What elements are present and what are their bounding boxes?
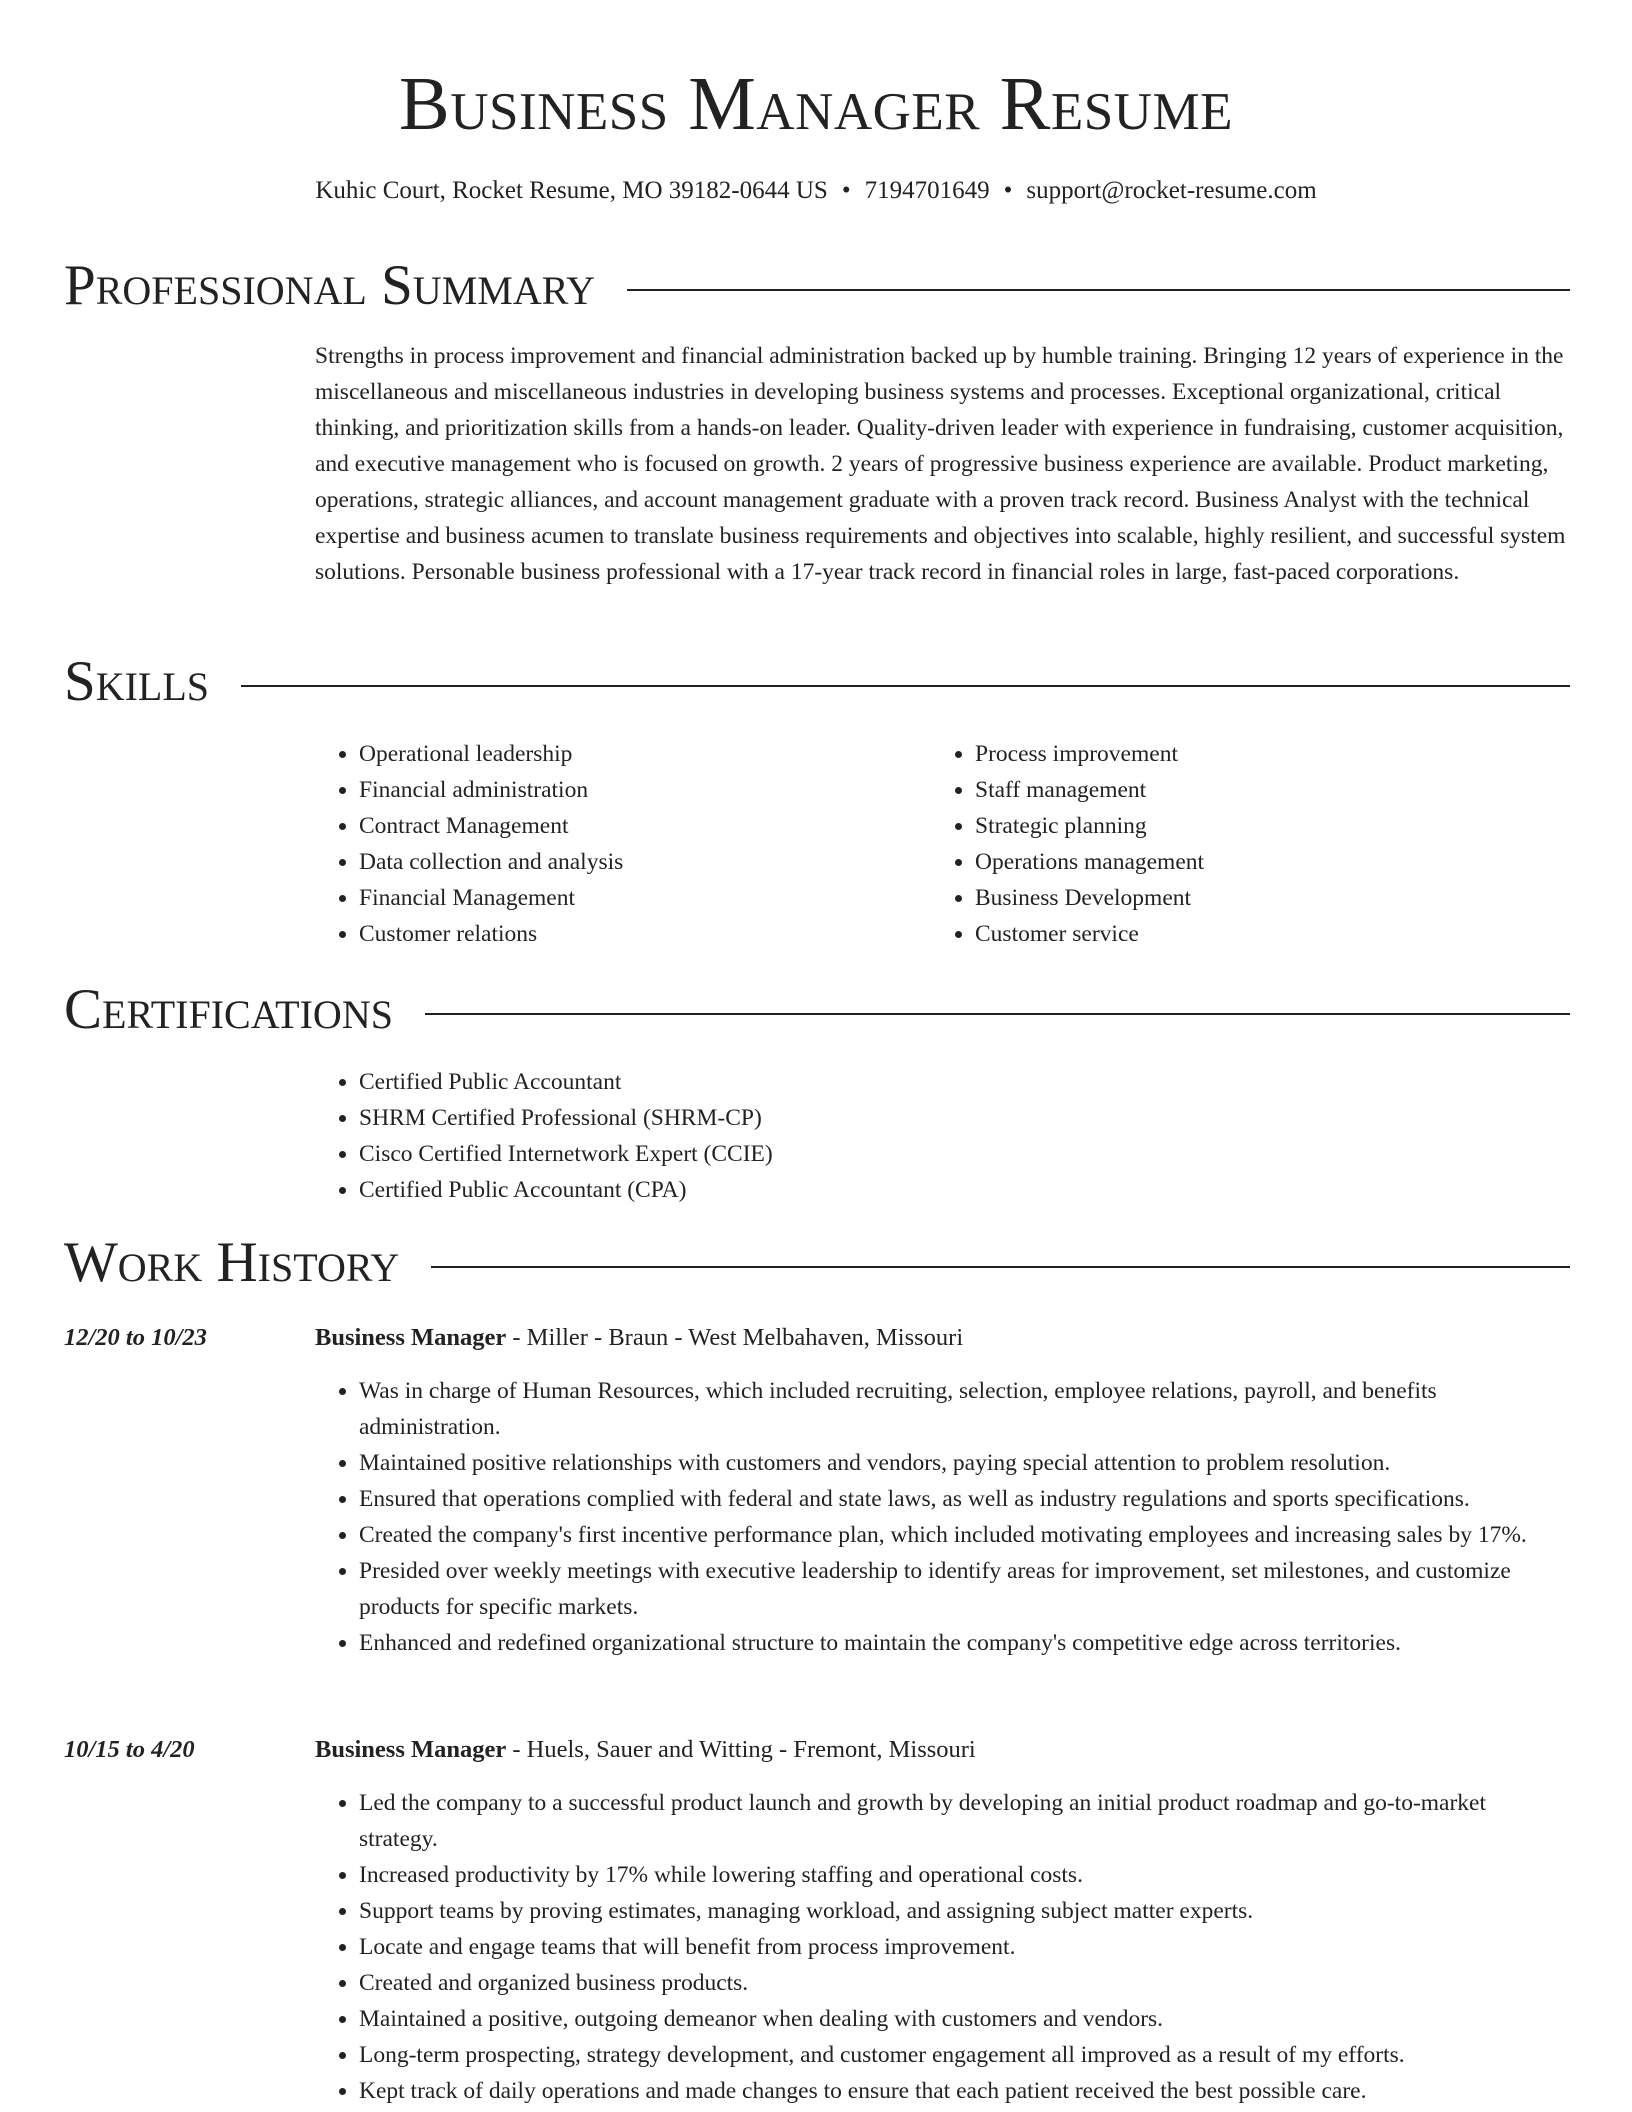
contact-separator: • bbox=[841, 177, 851, 204]
job-company-location: - Miller - Braun - West Melbahaven, Missouri bbox=[506, 1324, 964, 1351]
section-title-work-history: Work History bbox=[64, 1231, 400, 1294]
responsibility-item: • Long-term prospecting, strategy development, and customer engagement all improved as a result of my efforts. bbox=[359, 2037, 1570, 2073]
section-title-summary: Professional Summary bbox=[64, 254, 596, 317]
skill-item: • Financial administration bbox=[359, 772, 915, 808]
skill-item: • Customer service bbox=[975, 916, 1531, 952]
document-title: Business Manager Resume bbox=[399, 62, 1233, 146]
section-divider bbox=[241, 685, 1570, 687]
responsibility-item: • Created and organized business products. bbox=[359, 1965, 1570, 2001]
certification-item: • Certified Public Accountant (CPA) bbox=[359, 1172, 1570, 1208]
job-dates: 10/15 to 4/20 bbox=[64, 1736, 195, 1763]
skill-item: • Financial Management bbox=[359, 880, 915, 916]
responsibility-item: • Led the company to a successful product launch and growth by developing an initial product roadmap and go-to-market strategy. bbox=[359, 1785, 1570, 1857]
job-role: Business Manager bbox=[315, 1736, 507, 1763]
job-role: Business Manager bbox=[315, 1324, 507, 1351]
skill-item: • Operations management bbox=[975, 844, 1531, 880]
responsibility-item: • Maintained a positive, outgoing demeanor when dealing with customers and vendors. bbox=[359, 2001, 1570, 2037]
job-title-line bbox=[315, 1732, 976, 1768]
responsibility-item: • Increased productivity by 17% while lowering staffing and operational costs. bbox=[359, 1857, 1570, 1893]
skills-column-right bbox=[931, 736, 1531, 952]
responsibility-item: • Enhanced and redefined organizational structure to maintain the company's competitive edge across territories. bbox=[359, 1625, 1570, 1661]
skill-item: • Customer relations bbox=[359, 916, 915, 952]
responsibility-item: • Locate and engage teams that will benefit from process improvement. bbox=[359, 1929, 1570, 1965]
responsibility-item: • Created the company's first incentive performance plan, which included motivating employees and increasing sales by 17%. bbox=[359, 1517, 1570, 1553]
certification-item: • Certified Public Accountant bbox=[359, 1064, 1570, 1100]
summary-text: Strengths in process improvement and financial administration backed up by humble training. Bringing 12 years of experience in the miscellaneous and miscellaneous industries in developing business systems and processes. Exceptional organizational, critical thinking, and prioritization skills from a hands-on leader. Quality-driven leader with experience in fundraising, customer acquisition, and executive management who is focused on growth. 2 years of progressive business experience are available. Product marketing, operations, strategic alliances, and account management graduate with a proven track record. Business Analyst with the technical expertise and business acumen to translate business requirements and objectives into scalable, highly resilient, and successful system solutions. Personable business professional with a 17-year track record in financial roles in large, fast-paced corporations. bbox=[315, 343, 1566, 585]
contact-line bbox=[0, 174, 1632, 208]
skill-item: • Business Development bbox=[975, 880, 1531, 916]
certification-item: • Cisco Certified Internetwork Expert (CCIE) bbox=[359, 1136, 1570, 1172]
skills-list-left bbox=[315, 736, 915, 952]
certification-item: • SHRM Certified Professional (SHRM-CP) bbox=[359, 1100, 1570, 1136]
contact-separator: • bbox=[1003, 177, 1013, 204]
responsibility-item: • Ensured that operations complied with federal and state laws, as well as industry regulations and sports specifications. bbox=[359, 1481, 1570, 1517]
certifications-list bbox=[315, 1064, 1570, 1208]
job-responsibilities bbox=[315, 1373, 1570, 1661]
responsibility-list bbox=[315, 1785, 1570, 2109]
responsibility-item: • Support teams by proving estimates, managing workload, and assigning subject matter experts. bbox=[359, 1893, 1570, 1929]
section-title-skills: Skills bbox=[64, 650, 210, 713]
section-divider bbox=[627, 289, 1570, 291]
skill-item: • Data collection and analysis bbox=[359, 844, 915, 880]
responsibility-item: • Maintained positive relationships with customers and vendors, paying special attention to problem resolution. bbox=[359, 1445, 1570, 1481]
job-dates: 12/20 to 10/23 bbox=[64, 1324, 207, 1351]
section-divider bbox=[431, 1266, 1570, 1268]
skill-item: • Contract Management bbox=[359, 808, 915, 844]
skill-item: • Operational leadership bbox=[359, 736, 915, 772]
job-responsibilities bbox=[315, 1785, 1570, 2109]
skill-item: • Process improvement bbox=[975, 736, 1531, 772]
section-header-summary bbox=[64, 254, 1570, 318]
section-header-work-history bbox=[64, 1231, 1570, 1295]
section-header-certifications bbox=[64, 978, 1570, 1042]
job-title-line bbox=[315, 1320, 963, 1356]
certifications-block bbox=[315, 1064, 1570, 1208]
skills-list-right bbox=[931, 736, 1531, 952]
section-divider bbox=[425, 1013, 1570, 1015]
section-header-skills bbox=[64, 650, 1570, 714]
responsibility-item: • Was in charge of Human Resources, which included recruiting, selection, employee relations, payroll, and benefits administration. bbox=[359, 1373, 1570, 1445]
responsibility-list bbox=[315, 1373, 1570, 1661]
contact-email: support@rocket-resume.com bbox=[1026, 177, 1317, 204]
responsibility-item: • Kept track of daily operations and made changes to ensure that each patient received the best possible care. bbox=[359, 2073, 1570, 2109]
job-company-location: - Huels, Sauer and Witting - Fremont, Missouri bbox=[506, 1736, 976, 1763]
skills-column-left bbox=[315, 736, 915, 952]
responsibility-item: • Presided over weekly meetings with executive leadership to identify areas for improvement, set milestones, and customize products for specific markets. bbox=[359, 1553, 1570, 1625]
skill-item: • Staff management bbox=[975, 772, 1531, 808]
contact-phone: 7194701649 bbox=[864, 177, 990, 204]
contact-address: Kuhic Court, Rocket Resume, MO 39182-0644 US bbox=[315, 177, 828, 204]
section-title-certifications: Certifications bbox=[64, 978, 393, 1041]
skill-item: • Strategic planning bbox=[975, 808, 1531, 844]
